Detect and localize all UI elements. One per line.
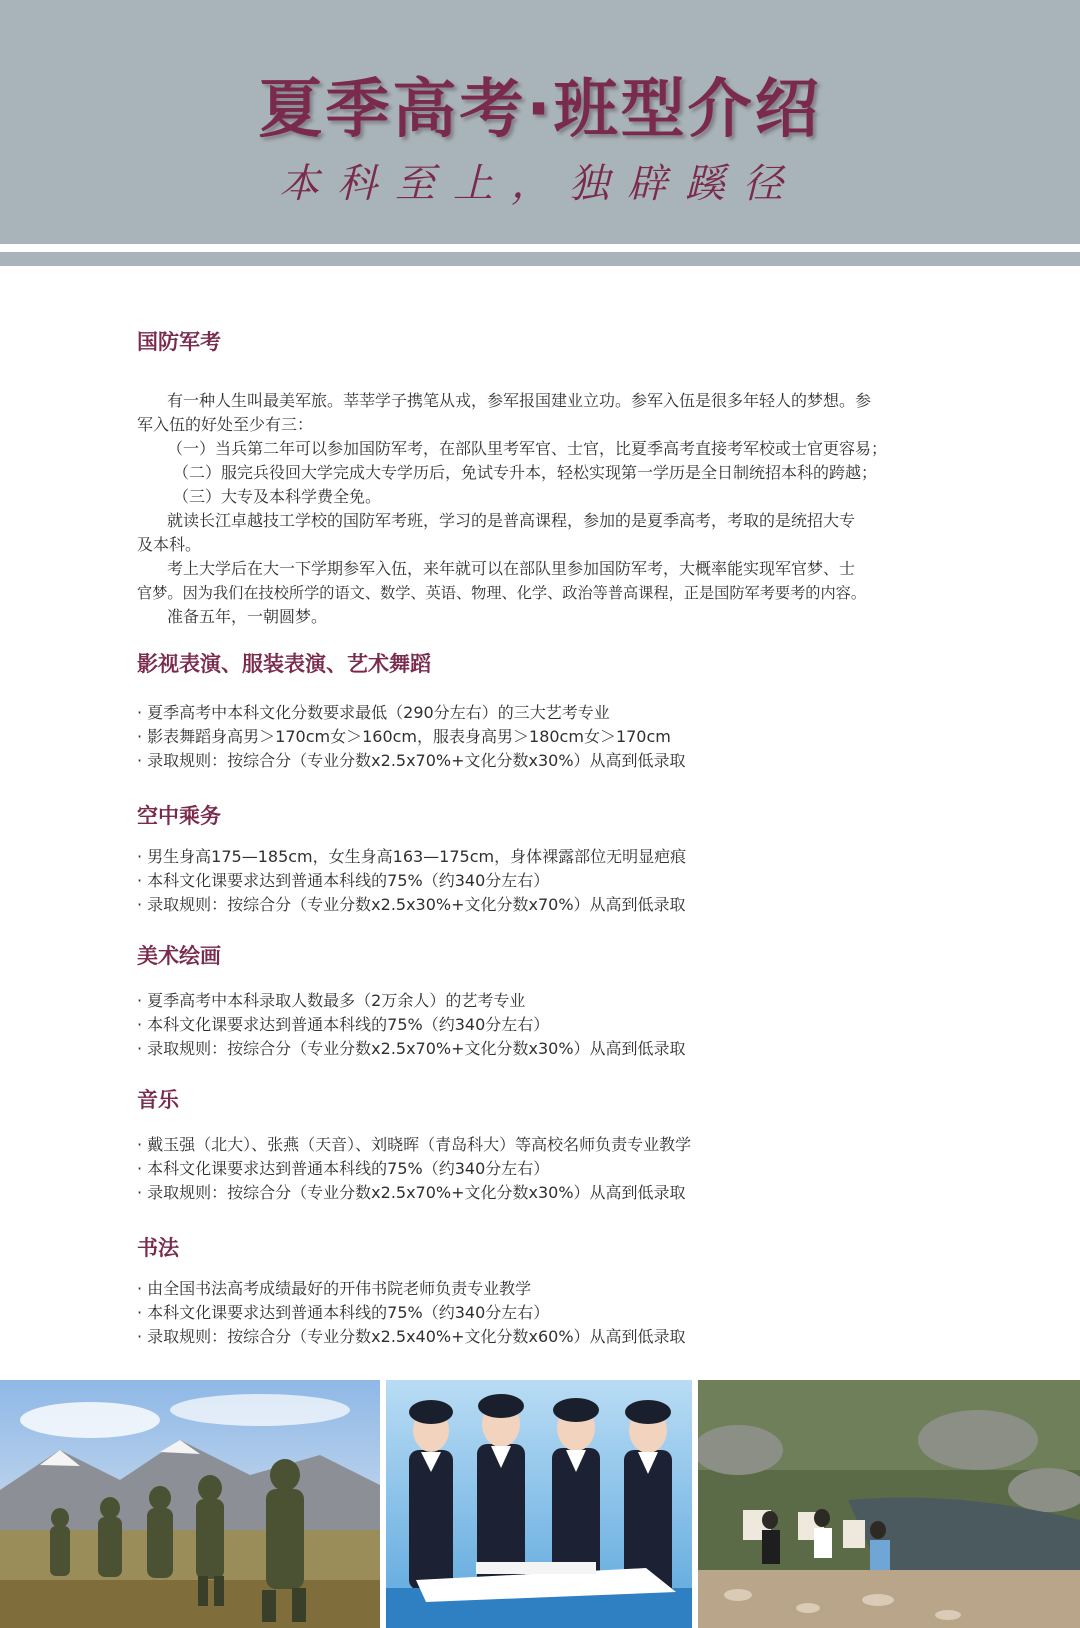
list-item: · 本科文化课要求达到普通本科线的75%（约340分左右） (137, 869, 943, 893)
list-item: · 本科文化课要求达到普通本科线的75%（约340分左右） (137, 1301, 943, 1325)
list-item: · 戴玉强（北大）、张燕（天音）、刘晓晖（青岛科大）等高校名师负责专业教学 (137, 1133, 943, 1157)
page-slogan: 本科至上，独辟蹊径 (279, 161, 801, 207)
paragraph-line: 准备五年，一朝圆梦。 (167, 607, 328, 626)
section-title-defense: 国防军考 (137, 330, 221, 354)
list-item: · 本科文化课要求达到普通本科线的75%（约340分左右） (137, 1157, 943, 1181)
list-item: · 夏季高考中本科文化分数要求最低（290分左右）的三大艺考专业 (137, 701, 943, 725)
section-body-defense (137, 389, 943, 629)
section-title-performance: 影视表演、服装表演、艺术舞蹈 (137, 652, 431, 676)
section-list-performance (137, 701, 943, 773)
photo-strip (0, 1380, 1080, 1628)
section-list-flight-attendant (137, 845, 943, 917)
list-item: · 由全国书法高考成绩最好的开伟书院老师负责专业教学 (137, 1277, 943, 1301)
list-item: · 本科文化课要求达到普通本科线的75%（约340分左右） (137, 1013, 943, 1037)
page-title: 夏季高考·班型介绍 (258, 73, 822, 147)
header-divider-band (0, 252, 1080, 266)
list-item: · 夏季高考中本科录取人数最多（2万余人）的艺考专业 (137, 989, 943, 1013)
outdoor-painting-photo (698, 1380, 1080, 1628)
list-item: · 录取规则：按综合分（专业分数x2.5x70%+文化分数x30%）从高到低录取 (137, 749, 943, 773)
list-item: · 录取规则：按综合分（专业分数x2.5x30%+文化分数x70%）从高到低录取 (137, 893, 943, 917)
soldiers-photo (0, 1380, 380, 1628)
list-item: · 录取规则：按综合分（专业分数x2.5x70%+文化分数x30%）从高到低录取 (137, 1037, 943, 1061)
section-title-flight-attendant: 空中乘务 (137, 804, 221, 828)
section-title-fine-art: 美术绘画 (137, 944, 221, 968)
list-item: · 男生身高175—185cm，女生身高163—175cm，身体裸露部位无明显疤痕 (137, 845, 943, 869)
flight-attendants-photo (386, 1380, 692, 1628)
paragraph-line: 军入伍的好处至少有三： (137, 415, 314, 434)
paragraph-line: 官梦。因为我们在技校所学的语文、数学、英语、物理、化学、政治等普高课程，正是国防军考要考的内容。 (137, 584, 866, 602)
section-title-calligraphy: 书法 (137, 1236, 179, 1260)
section-title-music: 音乐 (137, 1088, 179, 1112)
paragraph-line: 及本科。 (137, 535, 202, 554)
paragraph-line: （一）当兵第二年可以参加国防军考，在部队里考军官、士官，比夏季高考直接考军校或士官更容易； (167, 439, 888, 458)
list-item: · 录取规则：按综合分（专业分数x2.5x70%+文化分数x30%）从高到低录取 (137, 1181, 943, 1205)
section-list-calligraphy (137, 1277, 943, 1349)
section-list-music (137, 1133, 943, 1205)
section-list-fine-art (137, 989, 943, 1061)
header-banner (0, 0, 1080, 244)
list-item: · 录取规则：按综合分（专业分数x2.5x40%+文化分数x60%）从高到低录取 (137, 1325, 943, 1349)
paragraph-line: 考上大学后在大一下学期参军入伍，来年就可以在部队里参加国防军考，大概率能实现军官梦、士 (167, 559, 856, 578)
paragraph-line: 有一种人生叫最美军旅。莘莘学子携笔从戎，参军报国建业立功。参军入伍是很多年轻人的梦想。参 (167, 391, 872, 410)
list-item: · 影表舞蹈身高男＞170cm女＞160cm，服表身高男＞180cm女＞170cm (137, 725, 943, 749)
paragraph-line: （三）大专及本科学费全免。 (173, 487, 382, 506)
paragraph-line: （二）服完兵役回大学完成大专学历后，免试专升本，轻松实现第一学历是全日制统招本科的跨越； (173, 463, 878, 482)
paragraph-line: 就读长江卓越技工学校的国防军考班，学习的是普高课程，参加的是夏季高考，考取的是统招大专 (167, 511, 856, 530)
